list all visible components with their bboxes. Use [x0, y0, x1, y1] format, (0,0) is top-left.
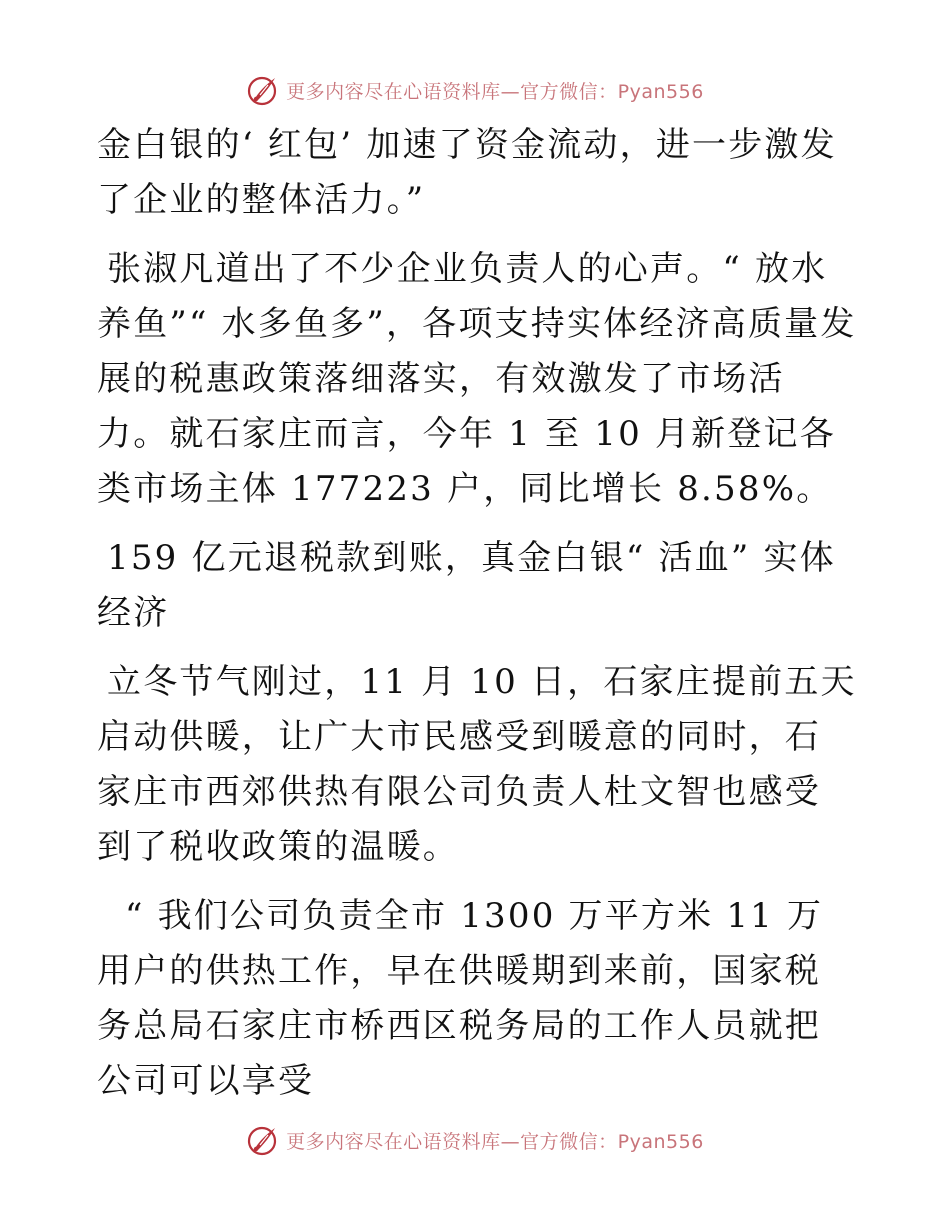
document-body	[97, 118, 857, 1109]
paragraph-2: 张淑凡道出了不少企业负责人的心声。“ 放水养鱼”“ 水多鱼多”，各项支持实体经济高质量发展的税惠政策落细落实，有效激发了市场活力。就石家庄而言，今年 1 至 10 月新登记各类市场主体 177223 户，同比增长 8.58%。	[97, 249, 857, 509]
paragraph-1: 金白银的‘ 红包’ 加速了资金流动，进一步激发了企业的整体活力。”	[97, 125, 837, 220]
paragraph-4: “ 我们公司负责全市 1300 万平方米 11 万用户的供热工作，早在供暖期到来前，国家税务总局石家庄市桥西区税务局的工作人员就把公司可以享受	[97, 896, 824, 1101]
paragraph-3: 立冬节气刚过，11 月 10 日，石家庄提前五天启动供暖，让广大市民感受到暖意的同时，石家庄市西郊供热有限公司负责人杜文智也感受到了税收政策的温暖。	[97, 662, 857, 867]
footer-watermark	[0, 1120, 950, 1160]
quill-pen-logo-icon	[246, 73, 280, 107]
quill-pen-logo-icon	[246, 1123, 280, 1157]
header-watermark	[0, 70, 950, 110]
section-heading: 159 亿元退税款到账，真金白银“ 活血” 实体经济	[97, 538, 836, 633]
watermark-text: 更多内容尽在心语资料库—官方微信：Pyan556	[286, 1130, 704, 1153]
watermark-text: 更多内容尽在心语资料库—官方微信：Pyan556	[286, 80, 704, 103]
